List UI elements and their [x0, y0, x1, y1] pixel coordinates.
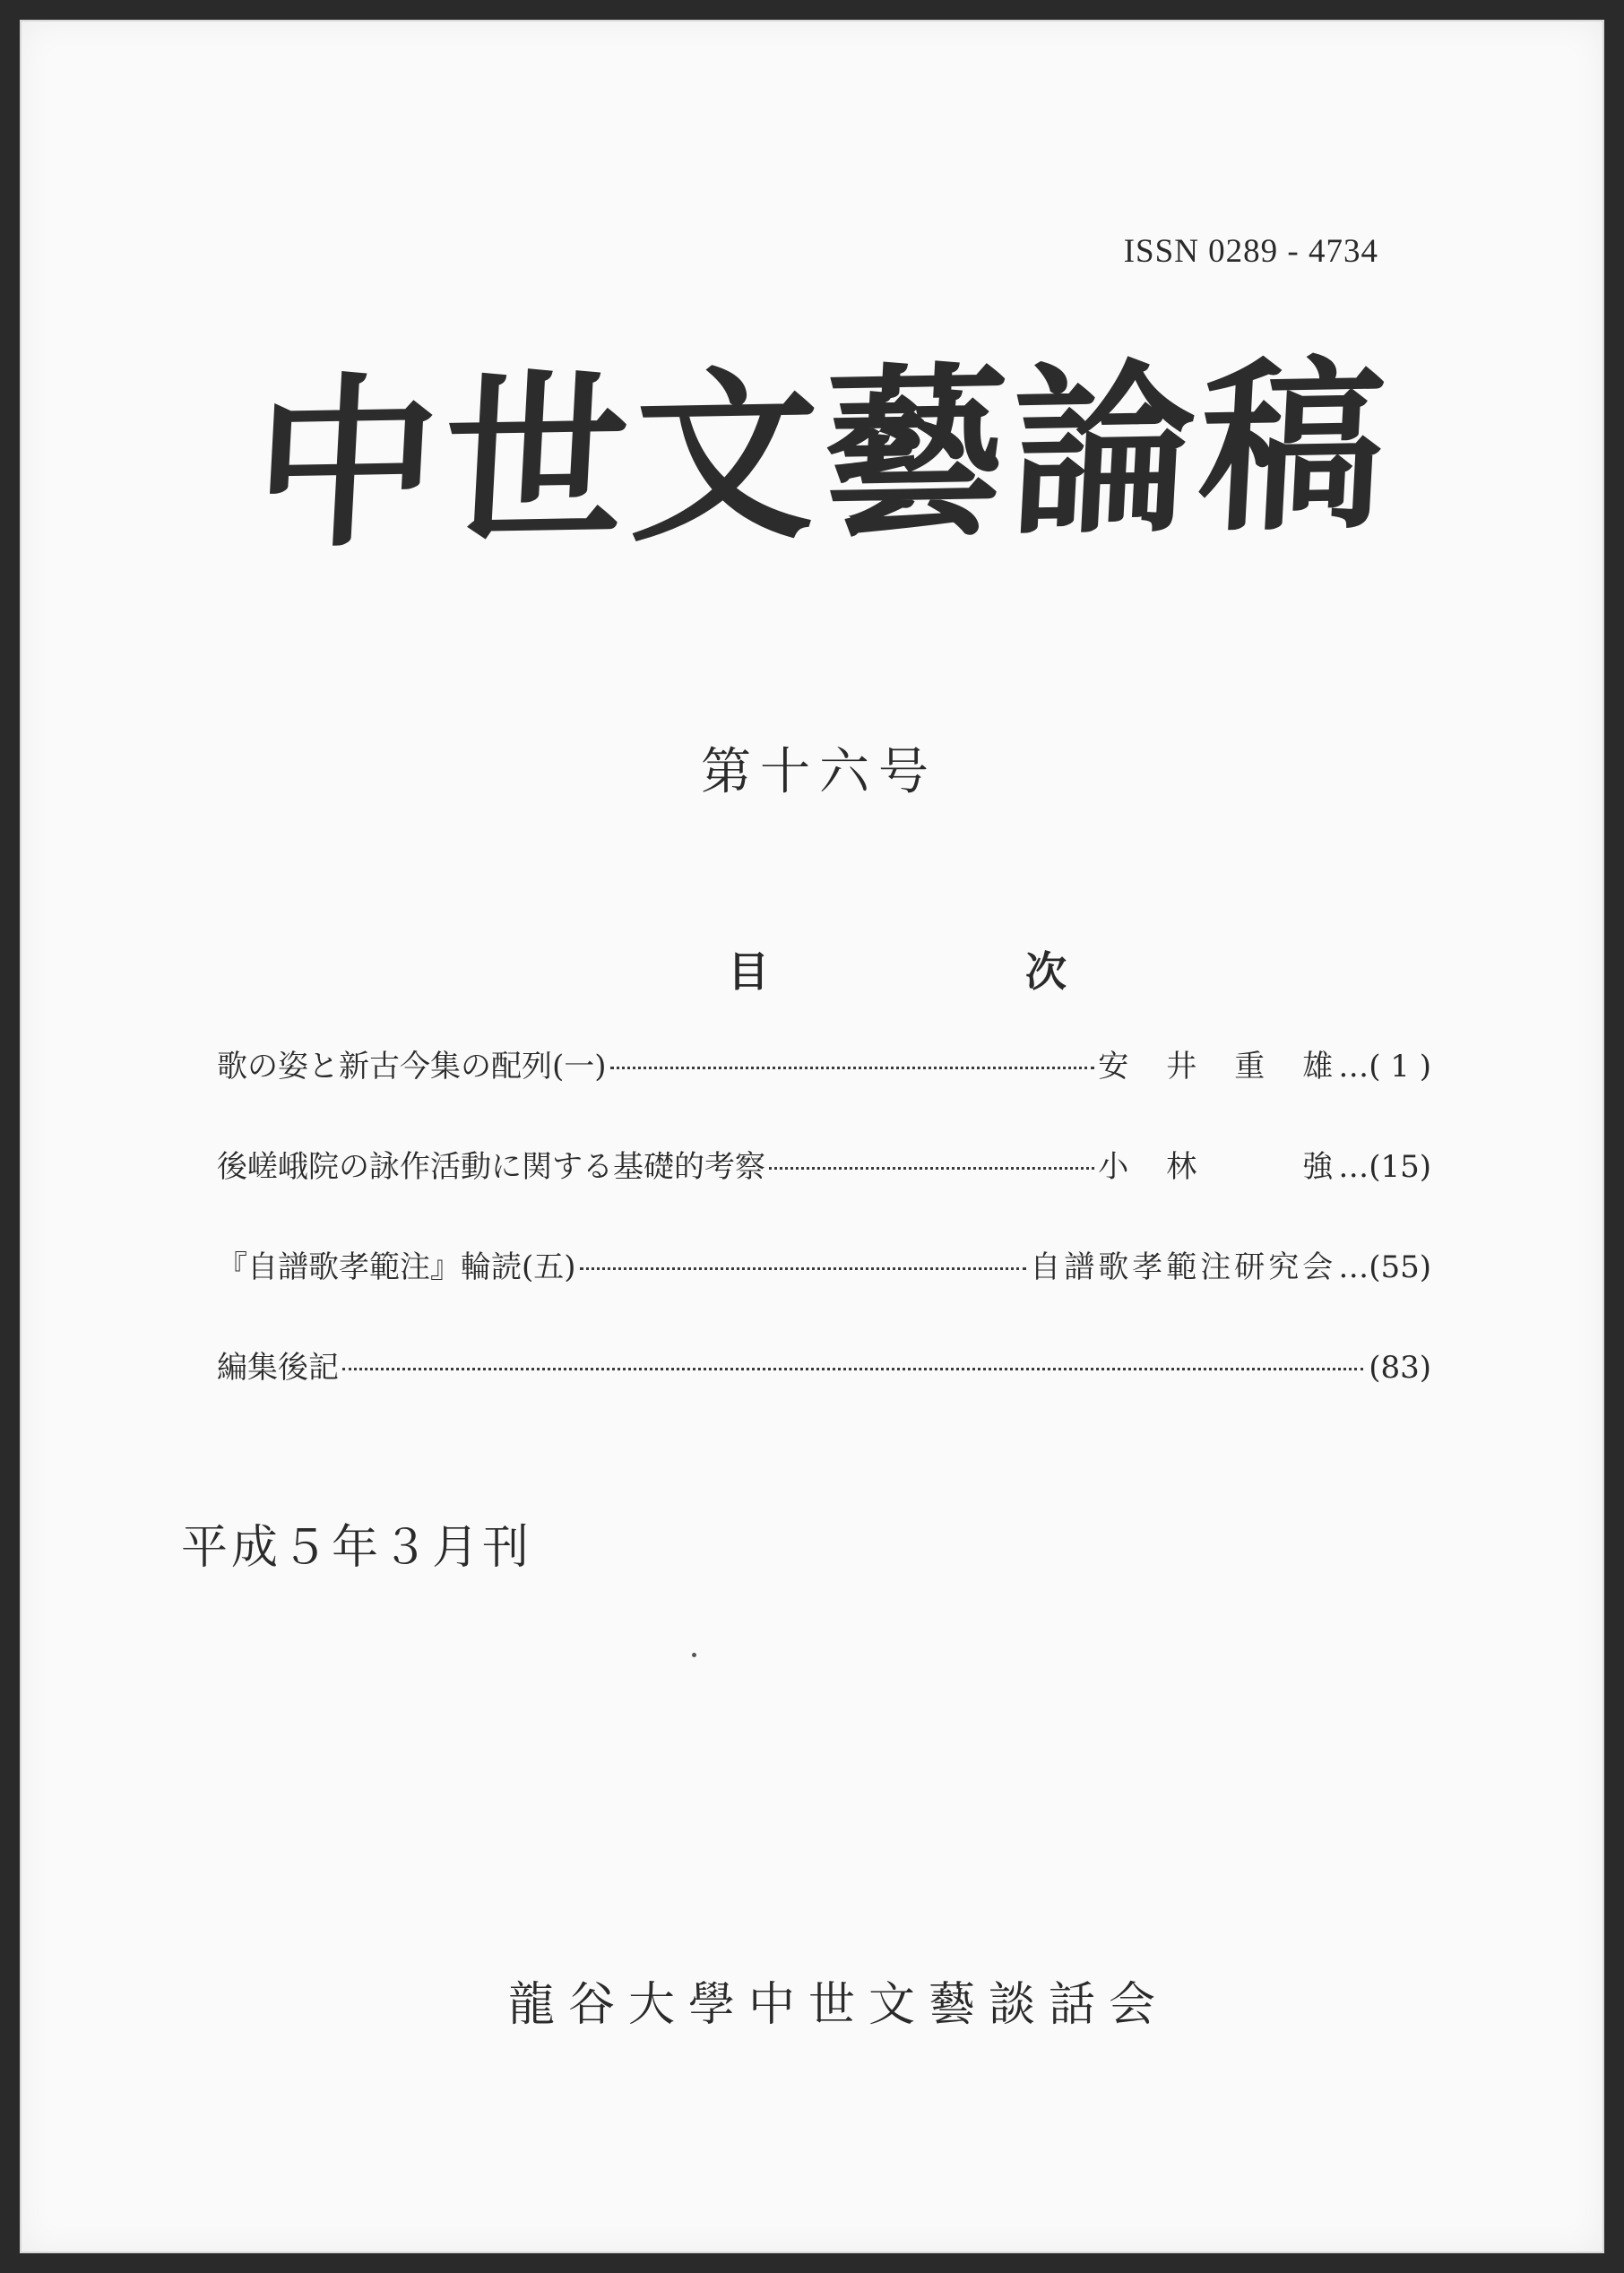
toc-entry — [217, 1343, 1431, 1443]
toc-entry-page: (83) — [1369, 1350, 1431, 1386]
toc-entry-title: 後嵯峨院の詠作活動に関する基礎的考察 — [217, 1149, 765, 1185]
dot-leader — [610, 1067, 1095, 1069]
toc-entry-author: 自譜歌孝範注研究会 — [1030, 1249, 1337, 1285]
toc-entry — [217, 1242, 1431, 1343]
table-of-contents — [217, 1041, 1431, 1443]
publication-date: 平成５年３月刊 — [181, 1521, 533, 1575]
dot-leader — [342, 1368, 1363, 1370]
paper-speck — [692, 1653, 696, 1657]
toc-entry-page: …(55) — [1338, 1249, 1431, 1285]
dot-leader — [580, 1267, 1027, 1270]
toc-entry-title: 『自譜歌孝範注』輪読(五) — [217, 1249, 576, 1285]
toc-entry-author: 安 井 重 雄 — [1098, 1049, 1337, 1085]
toc-entry-title: 歌の姿と新古今集の配列(一) — [217, 1049, 607, 1085]
issn-number: ISSN 0289 - 4734 — [1123, 233, 1378, 270]
toc-entry-title: 編集後記 — [217, 1350, 339, 1386]
journal-cover — [20, 20, 1604, 2253]
toc-entry-page: …(15) — [1338, 1149, 1431, 1185]
publisher-name: 龍谷大學中世文藝談話会 — [508, 1978, 1170, 2032]
toc-entry — [217, 1142, 1431, 1242]
toc-entry-page: …( 1 ) — [1338, 1049, 1431, 1085]
dot-leader — [769, 1167, 1094, 1170]
issue-number: 第十六号 — [701, 743, 937, 801]
toc-entry-author: 小 林 強 — [1098, 1149, 1337, 1185]
toc-heading: 目 次 — [728, 947, 1174, 996]
journal-title: 中世文藝論稿 — [248, 338, 1395, 575]
toc-entry — [217, 1041, 1431, 1142]
